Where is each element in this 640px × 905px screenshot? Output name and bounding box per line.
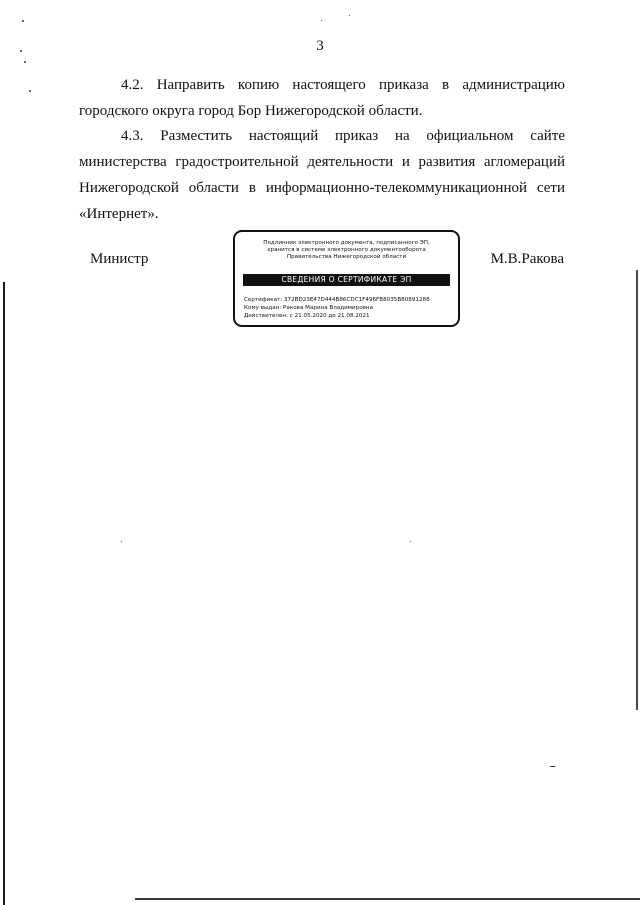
scan-speck bbox=[349, 15, 350, 16]
scan-speck bbox=[121, 541, 122, 542]
stamp-certificate-label: Сертификат: bbox=[244, 297, 283, 303]
paragraph-4-3-line-2: градостроительной деятельности и развития агломераций Нижегородской bbox=[79, 154, 566, 196]
stamp-details bbox=[244, 296, 452, 320]
paragraph-4-3-line-1: 4.3. Разместить настоящий приказ на официальном сайте министерства bbox=[79, 128, 565, 170]
stamp-certificate-value: 372BD23E47D444B86CDC1F496FB8035B80891288 bbox=[283, 297, 430, 303]
paragraph-4-2-line-2: округа город Бор Нижегородской области. bbox=[152, 103, 423, 119]
stamp-header-line-1: Подлинник электронного документа, подписанного ЭП, bbox=[263, 240, 430, 246]
stamp-header bbox=[235, 240, 458, 261]
page-number: 3 bbox=[316, 38, 324, 54]
paragraph-4-2-line-1: 4.2. Направить копию настоящего приказа в администрацию городского bbox=[79, 77, 565, 119]
stamp-valid-label: Действителен: bbox=[244, 313, 288, 319]
stamp-issued-to-row bbox=[244, 304, 452, 312]
electronic-signature-stamp bbox=[233, 230, 460, 327]
paragraph-4-3-line-3: области в информационно-телекоммуникационной сети «Интернет». bbox=[79, 180, 565, 222]
scan-speck bbox=[20, 50, 22, 52]
stamp-certificate-bar: СВЕДЕНИЯ О СЕРТИФИКАТЕ ЭП bbox=[243, 274, 450, 286]
scan-right-edge-line bbox=[636, 270, 638, 710]
paragraph-4-2 bbox=[79, 72, 565, 124]
stamp-valid-value: с 21.05.2020 до 21.08.2021 bbox=[289, 313, 370, 319]
stamp-valid-row bbox=[244, 312, 452, 320]
stamp-certificate-row bbox=[244, 296, 452, 304]
scan-speck bbox=[321, 20, 322, 21]
scan-bottom-edge-line bbox=[135, 898, 640, 900]
scan-speck bbox=[24, 61, 26, 63]
scan-speck bbox=[29, 90, 31, 92]
scan-left-edge-line bbox=[3, 282, 5, 905]
stamp-issued-to-label: Кому выдан: bbox=[244, 305, 282, 311]
stamp-issued-to-value: Ракова Марина Владимировна bbox=[283, 305, 374, 311]
stamp-header-line-3: Правительства Нижегородской области bbox=[286, 254, 407, 260]
scan-speck bbox=[410, 541, 411, 542]
paragraph-4-3 bbox=[79, 123, 565, 227]
signatory-name: М.В.Ракова bbox=[490, 251, 564, 267]
scan-speck bbox=[550, 766, 555, 767]
scan-speck bbox=[22, 20, 24, 22]
signatory-title: Министр bbox=[90, 251, 149, 267]
stamp-header-line-2: хранится в системе электронного документооборота bbox=[267, 247, 426, 253]
